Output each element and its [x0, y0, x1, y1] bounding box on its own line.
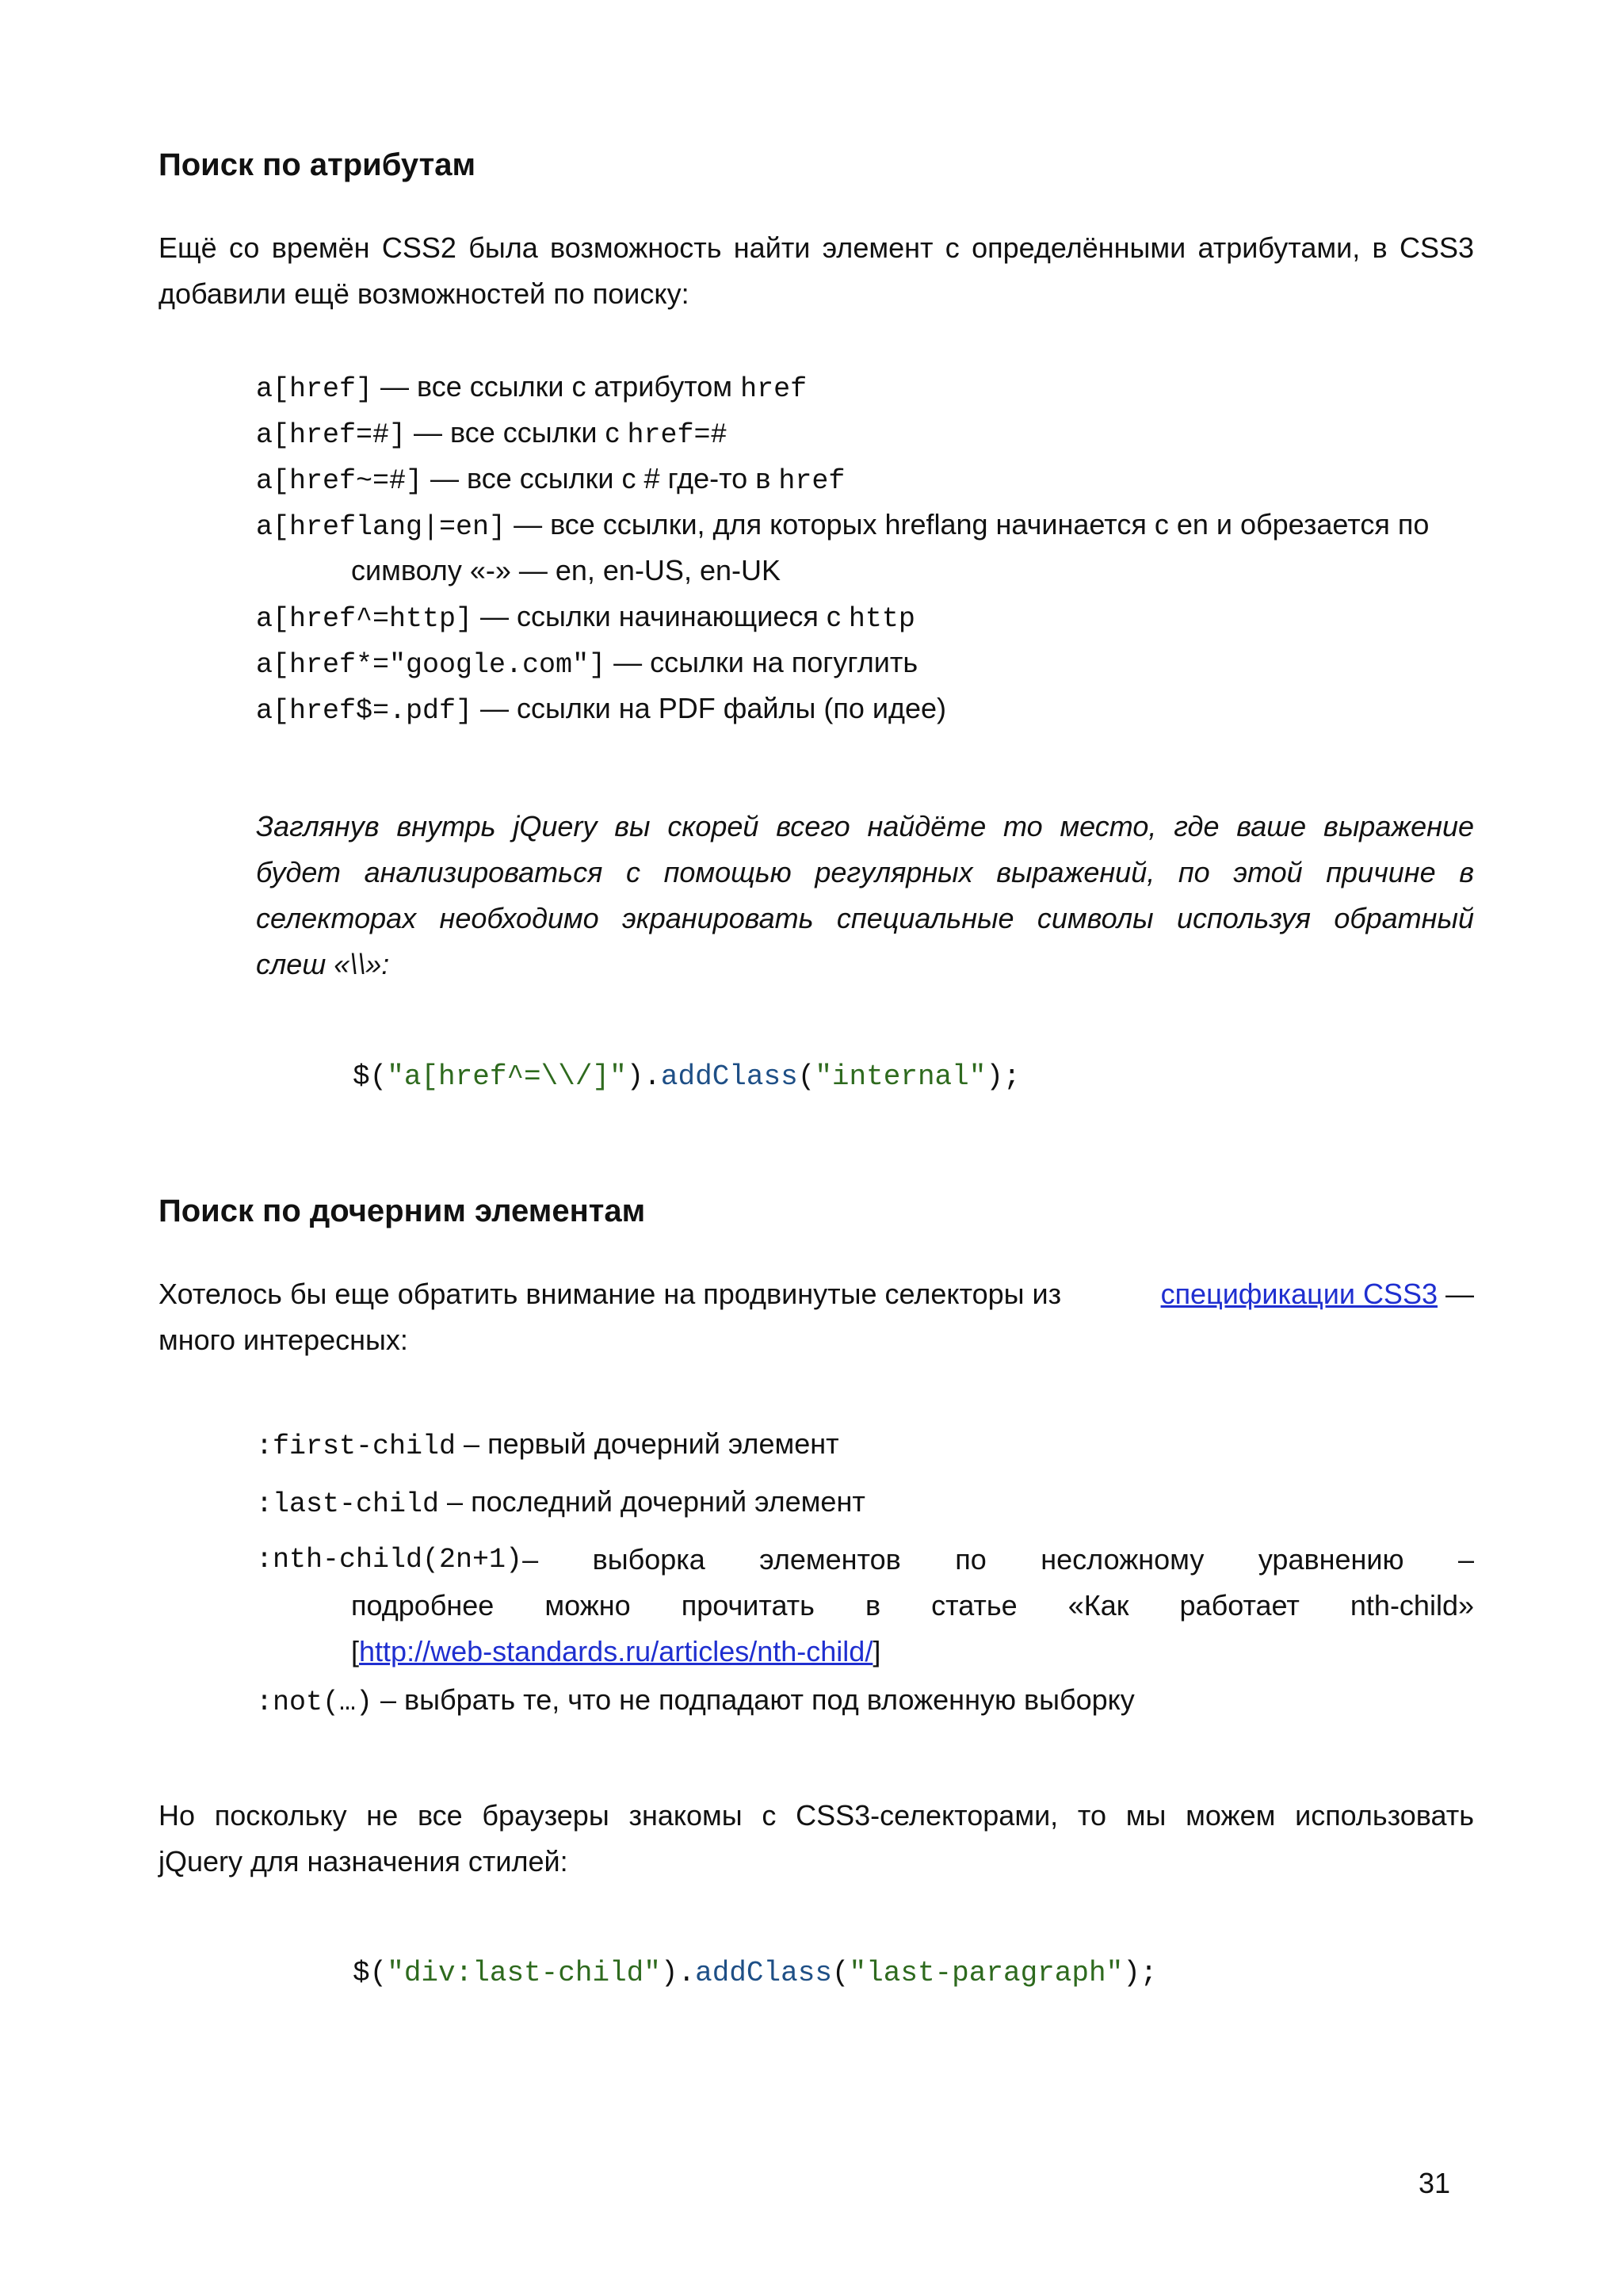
code-snippet: a[href^=http]	[256, 603, 473, 635]
code-block: $("div:last-child").addClass("last-paragraph");	[353, 1957, 1158, 1989]
paragraph-line: jQuery для назначения стилей:	[158, 1845, 568, 1878]
code-snippet: a[href$=.pdf]	[256, 695, 473, 727]
code-snippet: a[hreflang|=en]	[256, 511, 506, 543]
code-snippet: :first-child	[256, 1431, 456, 1462]
section-heading-children: Поиск по дочерним элементам	[158, 1194, 646, 1228]
list-item: :nth-child(2n+1) – выборка элементов по несложному уравнению –	[256, 1537, 1474, 1583]
list-item: a[href] — все ссылки с атрибутом href	[256, 370, 808, 405]
paragraph-line: Но поскольку не все браузеры знакомы с CSS3-селекторами, то мы можем использовать	[158, 1799, 1474, 1832]
code-snippet: a[href*="google.com"]	[256, 649, 606, 681]
code-snippet: a[href]	[256, 373, 373, 405]
list-item: a[href$=.pdf] — ссылки на PDF файлы (по идее)	[256, 692, 946, 727]
list-item: a[href^=http] — ссылки начинающиеся с http	[256, 600, 915, 635]
paragraph-line: много интересных:	[158, 1324, 408, 1356]
paragraph-line: Хотелось бы еще обратить внимание на продвинутые селекторы из спецификации CSS3 —	[158, 1278, 1474, 1310]
note-line: будет анализироваться с помощью регулярных выражений, по этой причине в	[256, 856, 1474, 888]
code-snippet: a[href~=#]	[256, 465, 423, 497]
paragraph-line: добавили ещё возможностей по поиску:	[158, 277, 689, 310]
code-snippet: :last-child	[256, 1488, 440, 1520]
list-item: a[href*="google.com"] — ссылки на погуглить	[256, 646, 918, 681]
code-snippet: :not(…)	[256, 1687, 373, 1718]
list-item-continuation: [http://web-standards.ru/articles/nth-child/]	[351, 1635, 881, 1668]
code-block: $("a[href^=\\/]").addClass("internal");	[353, 1060, 1021, 1093]
paragraph-line: Ещё со времён CSS2 была возможность найти элемент с определёнными атрибутами, в CSS3	[158, 231, 1474, 264]
list-item: :first-child – первый дочерний элемент	[256, 1427, 839, 1462]
list-item-continuation: подробнее можно прочитать в статье «Как работает nth-child»	[351, 1589, 1474, 1622]
nth-child-article-link[interactable]: http://web-standards.ru/articles/nth-child/	[359, 1635, 873, 1668]
note-line: Заглянув внутрь jQuery вы скорей всего найдёте то место, где ваше выражение	[256, 810, 1474, 842]
css3-spec-link[interactable]: спецификации CSS3	[1160, 1278, 1438, 1310]
section-heading-attributes: Поиск по атрибутам	[158, 147, 476, 182]
code-snippet: a[href=#]	[256, 419, 407, 451]
list-item: :not(…) – выбрать те, что не подпадают под вложенную выборку	[256, 1683, 1135, 1718]
list-item: a[hreflang|=en] — все ссылки, для которых hreflang начинается с en и обрезается по	[256, 508, 1430, 543]
note-line: слеш «\\»:	[256, 948, 390, 980]
page-number: 31	[1419, 2167, 1451, 2199]
list-item-continuation: символу «-» — en, en-US, en-UK	[351, 554, 781, 586]
note-line: селекторах необходимо экранировать специальные символы используя обратный	[256, 902, 1474, 934]
list-item: a[href=#] — все ссылки с href=#	[256, 416, 727, 451]
code-snippet: :nth-child(2n+1)	[256, 1544, 523, 1576]
list-item: :last-child – последний дочерний элемент	[256, 1485, 865, 1520]
list-item: a[href~=#] — все ссылки с # где-то в href	[256, 462, 846, 497]
